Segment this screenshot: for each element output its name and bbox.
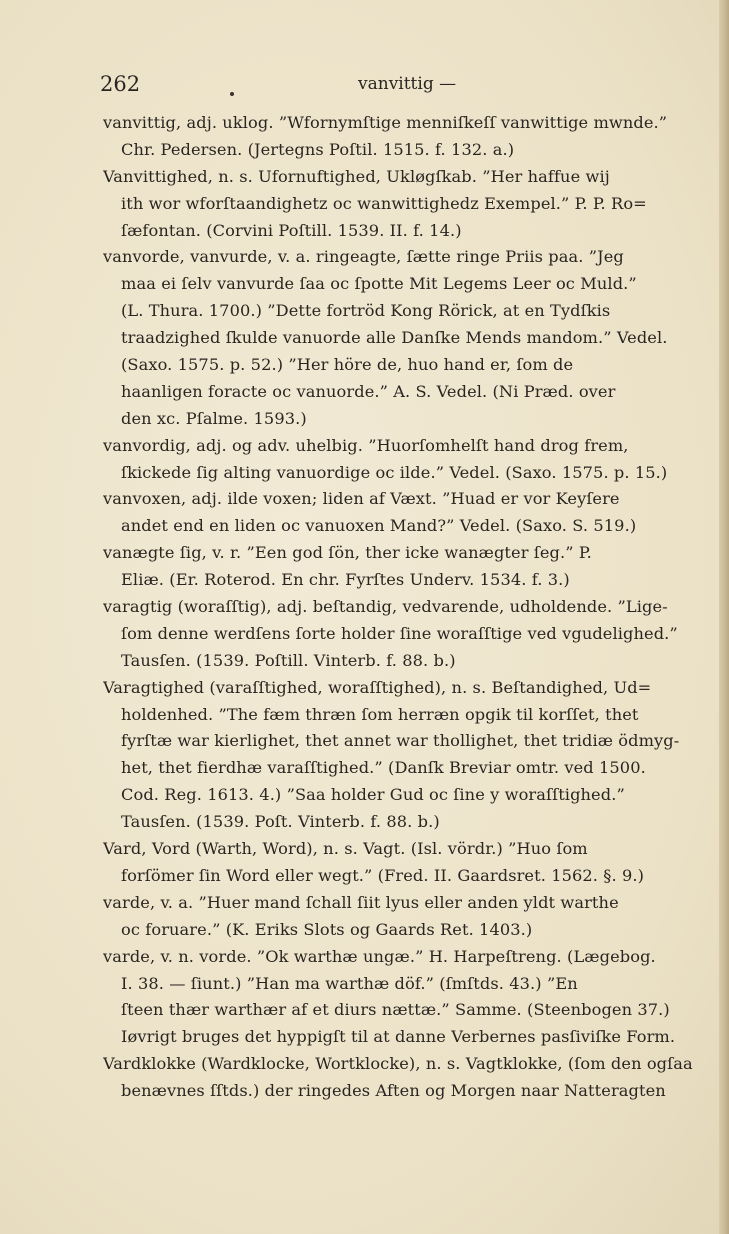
text-line: ſteen thær warthær af et diurs nættæ.” Samme. (Steenbogen 37.)	[121, 1000, 670, 1020]
text-line: forſömer ſin Word eller wegt.” (Fred. II. Gaardsret. 1562. §. 9.)	[121, 865, 645, 885]
text-line: Vardklokke (Wardklocke, Wortklocke), n. s. Vagtklokke, (ſom den ogſaa	[103, 1054, 693, 1074]
text-line: ſom denne werdſens ſorte holder ſine woraſſtige ved vgudelighed.”	[121, 623, 678, 643]
text-line: ſkickede ſig alting vanuordige oc ilde.” Vedel. (Saxo. 1575. p. 15.)	[121, 462, 668, 482]
text-line: Varagtighed (varaſſtighed, woraſſtighed), n. s. Beſtandighed, Ud=	[103, 677, 652, 697]
text-line: Tausſen. (1539. Poſt. Vinterb. f. 88. b.)	[121, 812, 440, 832]
text-line: benævnes ſſtds.) der ringedes Aften og Morgen naar Natteragten	[121, 1081, 666, 1101]
text-line: Iøvrigt bruges det hyppigſt til at danne Verbernes pasſiviſke Form.	[121, 1027, 676, 1047]
text-line: oc foruare.” (K. Eriks Slots og Gaards Ret. 1403.)	[121, 919, 533, 939]
text-line: maa ei ſelv vanvurde ſaa oc ſpotte Mit Legems Leer oc Muld.”	[121, 274, 637, 294]
text-line: vanægte ſig, v. r. ”Een god ſön, ther icke wanægter ſeg.” P.	[103, 543, 592, 563]
text-line: vanvittig, adj. uklog. ”Wfornymſtige menniſkeſſ vanwittige mwnde.”	[103, 113, 668, 132]
page-edge	[719, 0, 729, 1234]
text-line: Vard, Vord (Warth, Word), n. s. Vagt. (Isl. vördr.) ”Huo ſom	[103, 839, 588, 859]
text-line: fyrſtæ war kierlighet, thet annet war thollighet, thet tridiæ ödmyg-	[121, 731, 680, 751]
text-line: Eliæ. (Er. Roterod. En chr. Fyrſtes Underv. 1534. f. 3.)	[121, 570, 570, 590]
running-head: vanvittig —	[358, 74, 457, 94]
text-line: varagtig (woraſſtig), adj. beſtandig, vedvarende, udholdende. ”Lige-	[103, 597, 668, 617]
text-line: den xc. Pſalme. 1593.)	[121, 408, 307, 428]
ink-speck	[230, 92, 234, 96]
page-number: 262	[100, 72, 141, 96]
text-line: varde, v. a. ”Huer mand ſchall ſiit lyus eller anden yldt warthe	[103, 892, 619, 912]
text-line: (Saxo. 1575. p. 52.) ”Her höre de, huo hand er, ſom de	[121, 355, 574, 375]
text-line: andet end en liden oc vanuoxen Mand?” Vedel. (Saxo. S. 519.)	[121, 516, 637, 536]
text-line: I. 38. — ſiunt.) ”Han ma warthæ döf.” (ſmſtds. 43.) ”En	[121, 973, 578, 993]
text-line: Tausſen. (1539. Poſtill. Vinterb. f. 88. b.)	[121, 650, 456, 670]
text-line: haanligen foracte oc vanuorde.” A. S. Vedel. (Ni Præd. over	[121, 381, 616, 401]
text-line: ith wor wforſtaandighetz oc wanwittighedz Exempel.” P. P. Ro=	[121, 193, 647, 213]
text-line: Chr. Pedersen. (Jertegns Poſtil. 1515. f. 132. a.)	[121, 139, 515, 159]
text-line: Cod. Reg. 1613. 4.) ”Saa holder Gud oc ſine y woraſſtighed.”	[121, 785, 625, 805]
text-line: vanvordig, adj. og adv. uhelbig. ”Huorſomhelſt hand drog frem,	[103, 435, 629, 455]
text-line: varde, v. n. vorde. ”Ok warthæ ungæ.” H. Harpeſtreng. (Lægebog.	[103, 946, 656, 966]
dictionary-text	[103, 110, 708, 1105]
text-line: (L. Thura. 1700.) ”Dette fortröd Kong Rörick, at en Tydſkis	[121, 301, 611, 321]
text-line: vanvoxen, adj. ilde voxen; liden af Væxt. ”Huad er vor Keyſere	[103, 489, 620, 509]
text-line: ſæfontan. (Corvini Poſtill. 1539. II. f. 14.)	[121, 220, 462, 240]
text-line: vanvorde, vanvurde, v. a. ringeagte, ſætte ringe Priis paa. ”Jeg	[103, 247, 624, 267]
text-line: traadzighed ſkulde vanuorde alle Danſke Mends mandom.” Vedel.	[121, 328, 668, 348]
text-line: het, thet fierdhæ varaſſtighed.” (Danſk Breviar omtr. ved 1500.	[121, 758, 646, 778]
text-line: Vanvittighed, n. s. Ufornuftighed, Ukløgſkab. ”Her haffue wij	[103, 166, 610, 186]
page-header	[100, 72, 710, 102]
text-line: holdenhed. ”The fæm thræn ſom herræn opgik til korſſet, thet	[121, 704, 639, 724]
